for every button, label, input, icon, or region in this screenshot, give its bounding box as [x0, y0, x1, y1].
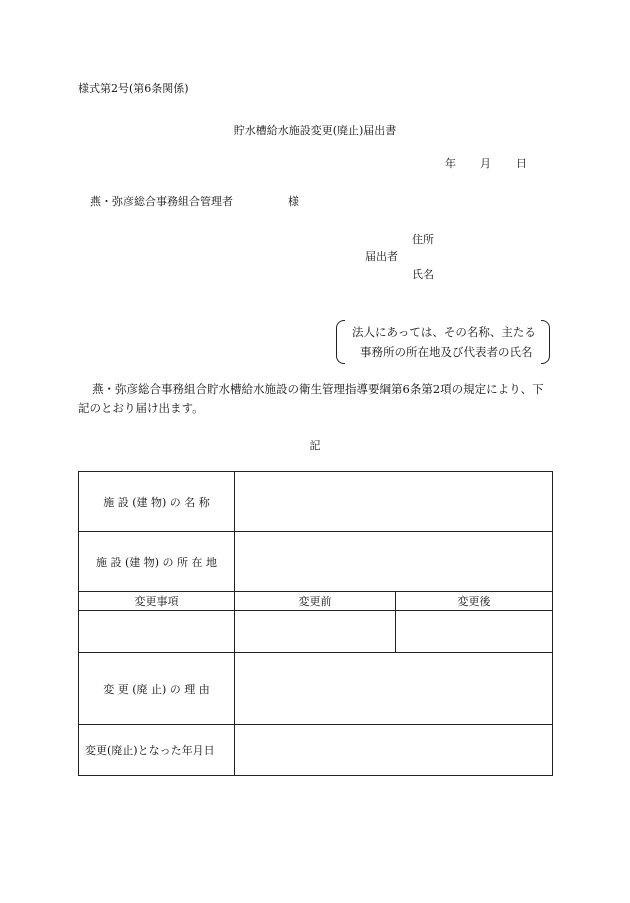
ki-heading: 記 — [309, 439, 321, 452]
corporate-note — [336, 320, 550, 362]
after-change-field[interactable] — [396, 611, 553, 653]
facility-name-label: 施 設 (建 物) の 名 称 — [79, 472, 235, 532]
address-label: 住所 — [412, 233, 434, 246]
change-reason-label: 変 更 (廃 止) の 理 由 — [79, 653, 235, 725]
table-row — [79, 592, 553, 611]
change-date-field[interactable] — [235, 725, 553, 776]
corporate-note-line2: 事務所の所在地及び代表者の氏名 — [360, 345, 533, 359]
facility-location-label: 施 設 (建 物) の 所 在 地 — [79, 532, 235, 592]
corporate-note-line1: 法人にあっては、その名称、主たる — [352, 325, 536, 339]
table-row — [79, 532, 553, 592]
change-reason-field[interactable] — [235, 653, 553, 725]
document-title: 貯水槽給水施設変更(廃止)届出書 — [233, 124, 397, 137]
table-row — [79, 725, 553, 776]
table-row — [79, 472, 553, 532]
change-item-field[interactable] — [79, 611, 235, 653]
table-row — [79, 653, 553, 725]
table-row — [79, 611, 553, 653]
name-label: 氏名 — [412, 268, 434, 281]
after-change-header: 変更後 — [396, 592, 553, 611]
before-change-field[interactable] — [235, 611, 396, 653]
date-month-label: 月 — [480, 157, 491, 170]
change-item-header: 変更事項 — [79, 592, 235, 611]
body-text-line1: 燕・弥彦総合事務組合貯水槽給水施設の衛生管理指導要綱第6条第2項の規定により、下 — [92, 382, 544, 396]
facility-location-field[interactable] — [235, 532, 553, 592]
applicant-label: 届出者 — [365, 250, 398, 263]
date-day-label: 日 — [516, 157, 527, 170]
recipient-name: 燕・弥彦総合事務組合管理者 — [90, 195, 233, 208]
recipient-honorific: 様 — [288, 195, 299, 208]
change-date-label: 変更(廃止)となった年月日 — [79, 725, 235, 776]
left-bracket — [336, 320, 345, 364]
body-text-line2: 記のとおり届け出ます。 — [78, 401, 204, 415]
form-number: 様式第2号(第6条関係) — [78, 82, 189, 95]
notification-table — [78, 471, 553, 776]
right-bracket — [541, 320, 550, 364]
before-change-header: 変更前 — [235, 592, 396, 611]
date-year-label: 年 — [445, 157, 456, 170]
facility-name-field[interactable] — [235, 472, 553, 532]
